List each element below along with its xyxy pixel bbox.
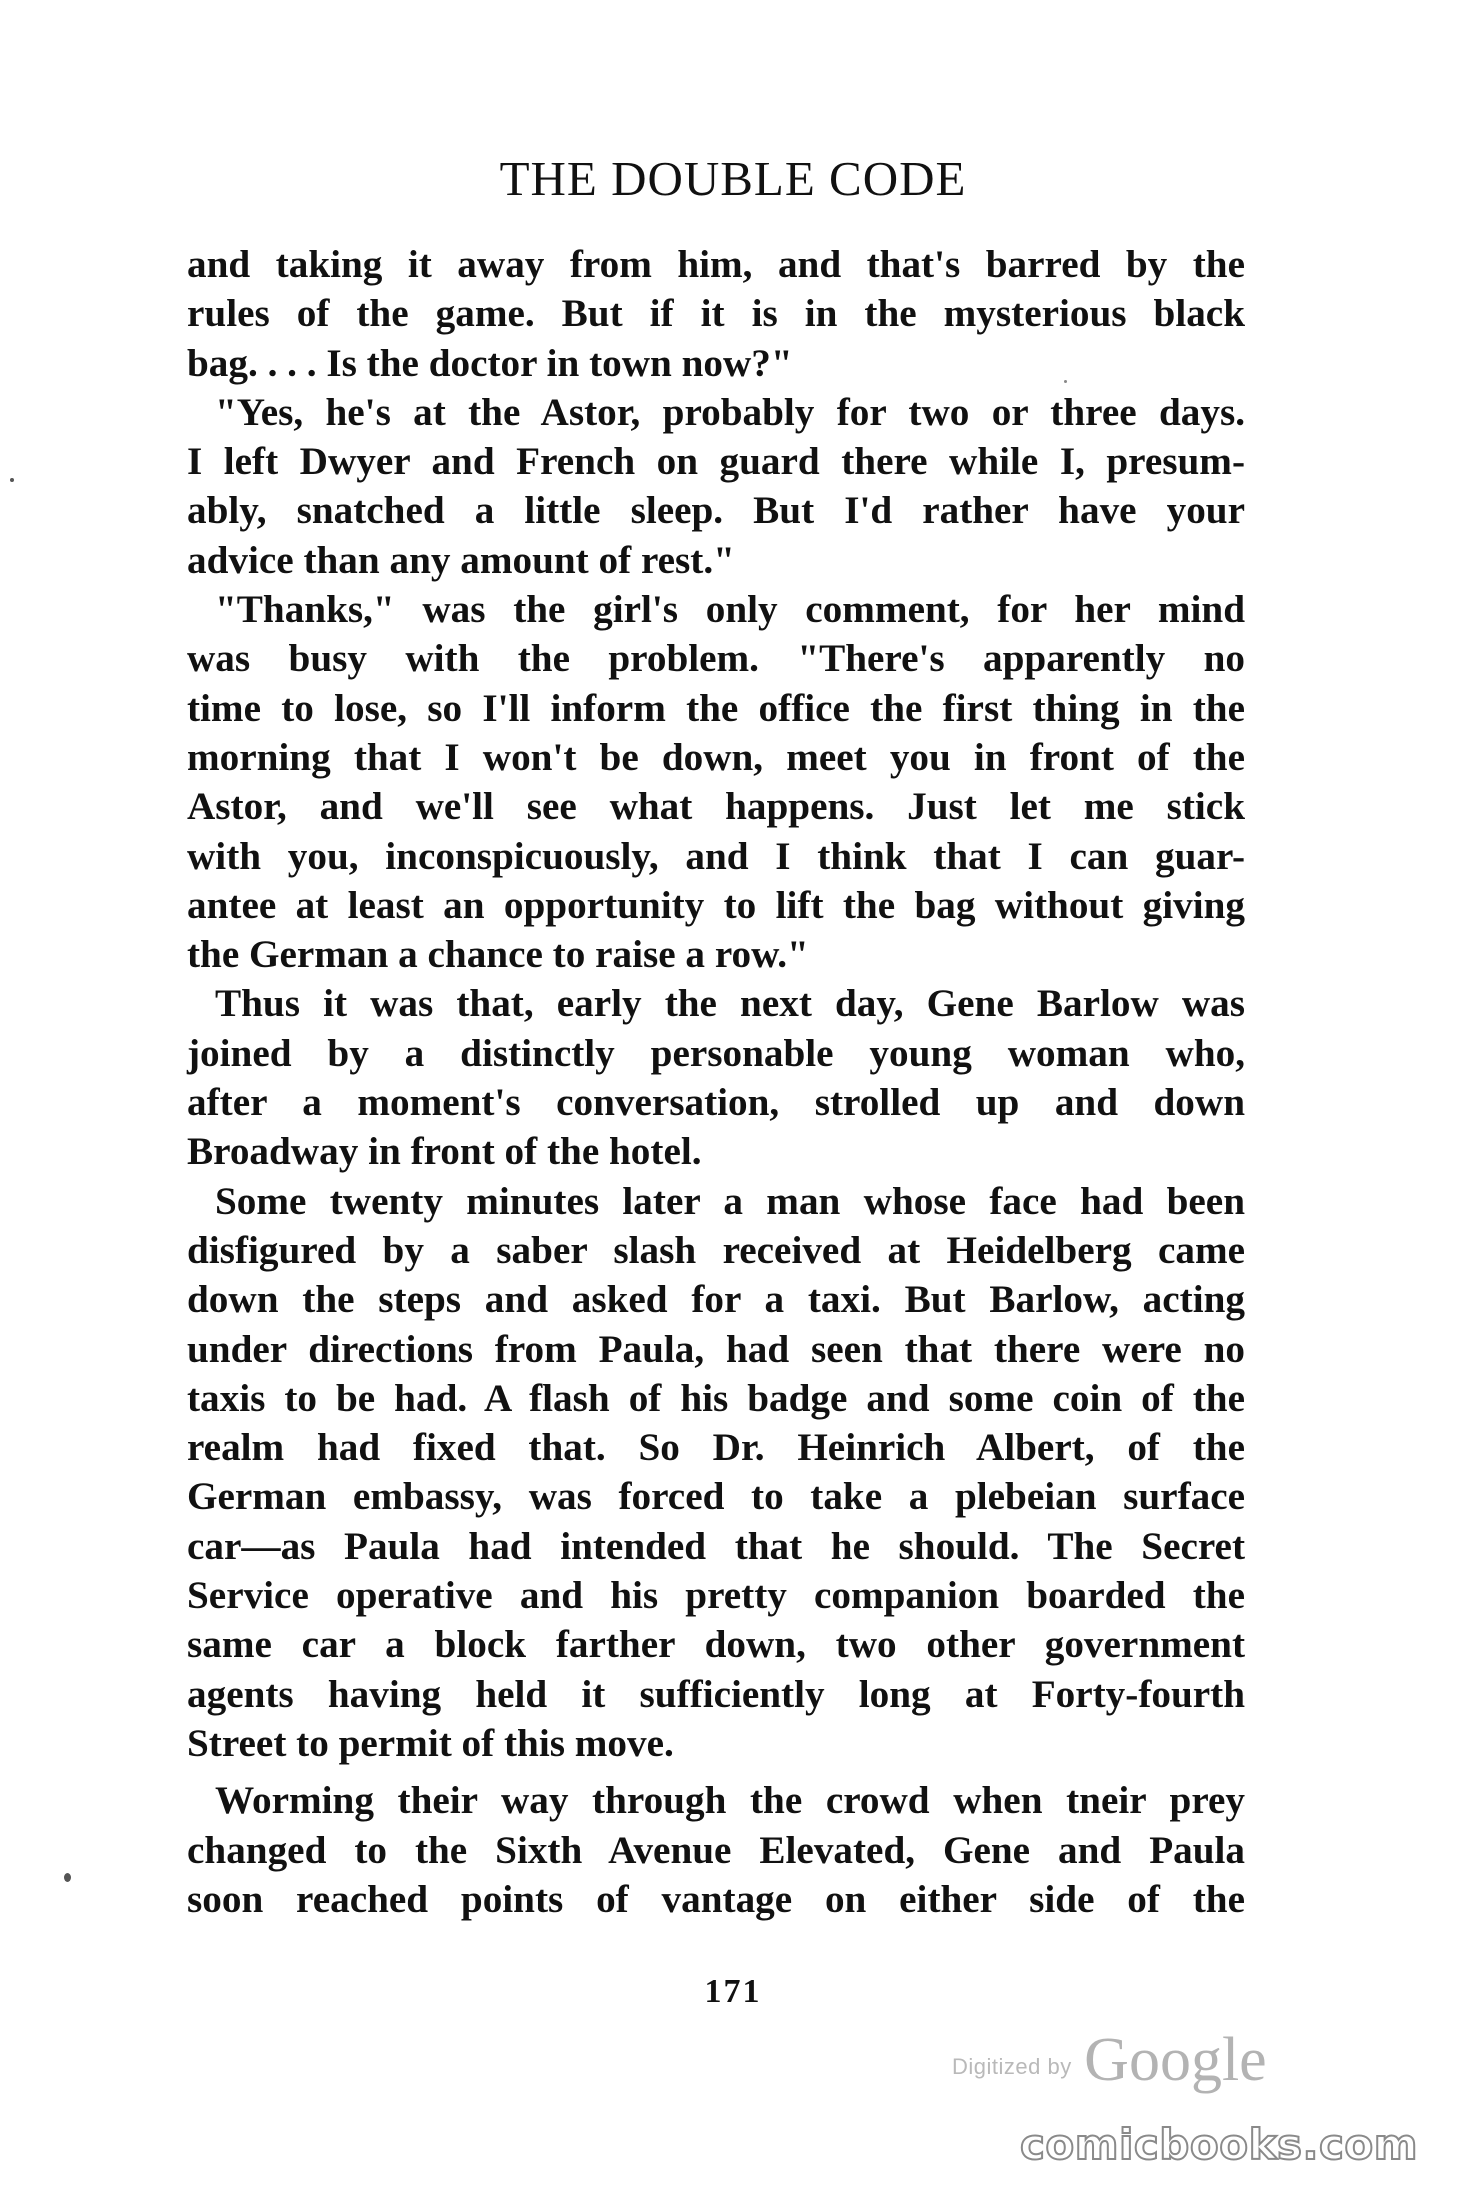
scan-speck xyxy=(10,478,14,482)
text-line: under directions from Paula, had seen that there were no xyxy=(187,1327,1245,1371)
text-line: was busy with the problem. "There's apparently no xyxy=(187,637,1245,681)
text-line: joined by a distinctly personable young woman who, xyxy=(187,1031,1245,1075)
text-line: down the steps and asked for a taxi. But Barlow, acting xyxy=(187,1278,1245,1322)
text-line: taxis to be had. A flash of his badge and some coin of the xyxy=(187,1376,1245,1420)
digitized-label: Digitized by xyxy=(952,2054,1072,2079)
text-line: the German a chance to raise a row." xyxy=(187,933,809,977)
text-line: bag. . . . Is the doctor in town now?" xyxy=(187,341,793,385)
text-line: advice than any amount of rest." xyxy=(187,538,735,582)
running-head: THE DOUBLE CODE xyxy=(499,151,967,206)
text-line: disfigured by a saber slash received at Heidelberg came xyxy=(187,1228,1245,1272)
text-line: realm had fixed that. So Dr. Heinrich Albert, of the xyxy=(187,1426,1245,1470)
scan-speck xyxy=(64,1873,71,1882)
text-line: same car a block farther down, two other government xyxy=(187,1623,1245,1667)
body-text xyxy=(187,240,1245,1924)
text-line: Some twenty minutes later a man whose face had been xyxy=(215,1179,1245,1223)
text-line: rules of the game. But if it is in the mysterious black xyxy=(187,292,1245,336)
text-line: Broadway in front of the hotel. xyxy=(187,1130,702,1174)
text-line: "Yes, he's at the Astor, probably for two or three days. xyxy=(215,390,1245,434)
text-line: "Thanks," was the girl's only comment, for her mind xyxy=(215,588,1245,632)
text-line: Service operative and his pretty companion boarded the xyxy=(187,1574,1245,1618)
paragraph xyxy=(187,585,1245,979)
text-line: Street to permit of this move. xyxy=(187,1721,674,1765)
text-line: agents having held it sufficiently long at Forty-fourth xyxy=(187,1672,1245,1716)
text-line: morning that I won't be down, meet you in front of the xyxy=(187,735,1245,779)
paragraph xyxy=(187,388,1245,585)
text-line: time to lose, so I'll inform the office the first thing in the xyxy=(187,686,1245,730)
text-line: car—as Paula had intended that he should. The Secret xyxy=(187,1524,1245,1568)
paragraph xyxy=(187,1177,1245,1769)
scan-speck xyxy=(1064,380,1067,383)
text-line: soon reached points of vantage on either side of the xyxy=(187,1877,1245,1921)
paragraph xyxy=(187,979,1245,1176)
watermark: comicbooks.com xyxy=(1020,2120,1418,2169)
paragraph xyxy=(187,1776,1245,1924)
text-line: Thus it was that, early the next day, Gene Barlow was xyxy=(215,982,1245,1026)
text-line: and taking it away from him, and that's barred by the xyxy=(187,243,1245,286)
text-line: Astor, and we'll see what happens. Just let me stick xyxy=(187,785,1245,829)
paragraph xyxy=(187,240,1245,388)
text-line: I left Dwyer and French on guard there while I, presum- xyxy=(187,440,1245,484)
google-logo: Google xyxy=(1084,2026,1267,2094)
text-line: changed to the Sixth Avenue Elevated, Gene and Paula xyxy=(187,1828,1245,1872)
text-line: Worming their way through the crowd when tneir prey xyxy=(215,1779,1245,1823)
text-line: ably, snatched a little sleep. But I'd rather have your xyxy=(187,489,1245,533)
digitized-by-google-mark xyxy=(952,2025,1267,2096)
text-line: German embassy, was forced to take a plebeian surface xyxy=(187,1475,1245,1519)
text-line: with you, inconspicuously, and I think that I can guar- xyxy=(187,834,1245,878)
page-number: 171 xyxy=(704,1973,762,2010)
text-line: after a moment's conversation, strolled up and down xyxy=(187,1081,1245,1125)
text-line: antee at least an opportunity to lift the bag without giving xyxy=(187,883,1245,927)
